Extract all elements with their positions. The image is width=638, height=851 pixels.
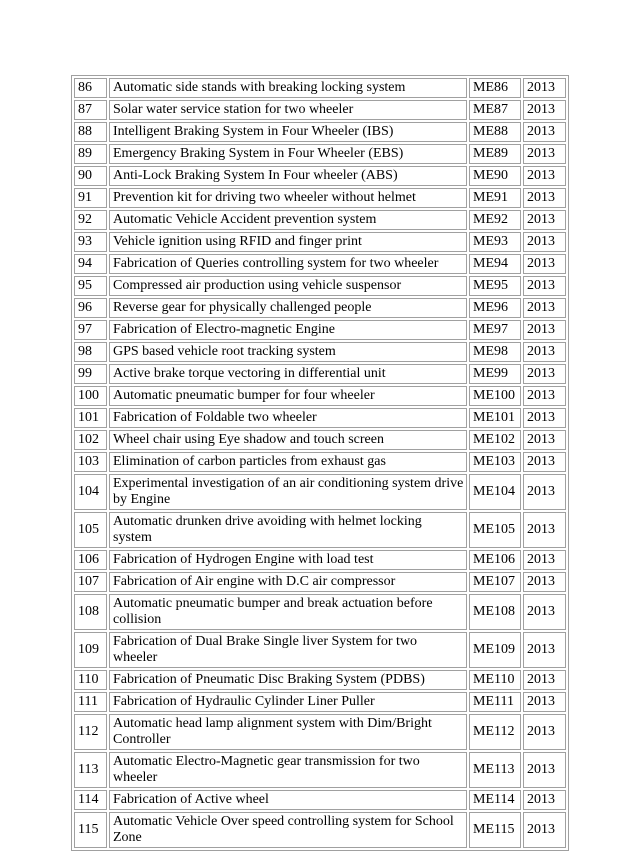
project-number: 92 [74, 210, 107, 230]
project-code: ME92 [469, 210, 521, 230]
project-code: ME86 [469, 78, 521, 98]
table-row [74, 632, 566, 668]
table-row [74, 78, 566, 98]
project-number: 103 [74, 452, 107, 472]
project-number: 91 [74, 188, 107, 208]
project-code: ME105 [469, 512, 521, 548]
project-title: Fabrication of Electro-magnetic Engine [109, 320, 467, 340]
project-year: 2013 [523, 812, 566, 848]
project-year: 2013 [523, 790, 566, 810]
project-number: 105 [74, 512, 107, 548]
project-list-table [71, 75, 569, 851]
project-title: Automatic Electro-Magnetic gear transmission for two wheeler [109, 752, 467, 788]
project-year: 2013 [523, 452, 566, 472]
document-page [71, 75, 567, 851]
project-year: 2013 [523, 752, 566, 788]
project-number: 108 [74, 594, 107, 630]
project-title: Fabrication of Air engine with D.C air compressor [109, 572, 467, 592]
table-row [74, 364, 566, 384]
project-code: ME110 [469, 670, 521, 690]
project-number: 97 [74, 320, 107, 340]
project-code: ME114 [469, 790, 521, 810]
project-year: 2013 [523, 254, 566, 274]
project-number: 115 [74, 812, 107, 848]
table-row [74, 670, 566, 690]
project-title: Active brake torque vectoring in differential unit [109, 364, 467, 384]
project-year: 2013 [523, 594, 566, 630]
project-code: ME101 [469, 408, 521, 428]
project-title: Emergency Braking System in Four Wheeler (EBS) [109, 144, 467, 164]
project-year: 2013 [523, 188, 566, 208]
project-number: 109 [74, 632, 107, 668]
table-row [74, 144, 566, 164]
project-title: Automatic pneumatic bumper and break actuation before collision [109, 594, 467, 630]
project-number: 99 [74, 364, 107, 384]
project-title: Fabrication of Hydrogen Engine with load test [109, 550, 467, 570]
project-title: Automatic pneumatic bumper for four wheeler [109, 386, 467, 406]
project-number: 113 [74, 752, 107, 788]
table-row [74, 512, 566, 548]
project-title: Solar water service station for two wheeler [109, 100, 467, 120]
project-title: Automatic Vehicle Accident prevention system [109, 210, 467, 230]
table-row [74, 572, 566, 592]
project-number: 88 [74, 122, 107, 142]
project-code: ME106 [469, 550, 521, 570]
project-title: Reverse gear for physically challenged people [109, 298, 467, 318]
project-code: ME96 [469, 298, 521, 318]
project-code: ME103 [469, 452, 521, 472]
project-title: Fabrication of Dual Brake Single liver System for two wheeler [109, 632, 467, 668]
project-number: 111 [74, 692, 107, 712]
project-title: Automatic side stands with breaking locking system [109, 78, 467, 98]
project-number: 107 [74, 572, 107, 592]
project-title: Fabrication of Queries controlling system for two wheeler [109, 254, 467, 274]
table-row [74, 550, 566, 570]
project-year: 2013 [523, 320, 566, 340]
project-year: 2013 [523, 512, 566, 548]
project-year: 2013 [523, 550, 566, 570]
project-year: 2013 [523, 298, 566, 318]
project-number: 114 [74, 790, 107, 810]
project-number: 110 [74, 670, 107, 690]
table-row [74, 752, 566, 788]
table-row [74, 594, 566, 630]
project-number: 104 [74, 474, 107, 510]
project-number: 94 [74, 254, 107, 274]
table-row [74, 122, 566, 142]
project-number: 95 [74, 276, 107, 296]
project-title: Intelligent Braking System in Four Wheeler (IBS) [109, 122, 467, 142]
project-year: 2013 [523, 670, 566, 690]
project-year: 2013 [523, 386, 566, 406]
table-row [74, 320, 566, 340]
project-code: ME112 [469, 714, 521, 750]
project-number: 102 [74, 430, 107, 450]
project-code: ME109 [469, 632, 521, 668]
project-number: 86 [74, 78, 107, 98]
project-code: ME93 [469, 232, 521, 252]
project-year: 2013 [523, 692, 566, 712]
project-year: 2013 [523, 408, 566, 428]
project-code: ME98 [469, 342, 521, 362]
table-row [74, 790, 566, 810]
project-code: ME89 [469, 144, 521, 164]
table-row [74, 166, 566, 186]
project-title: Anti-Lock Braking System In Four wheeler (ABS) [109, 166, 467, 186]
project-number: 87 [74, 100, 107, 120]
table-row [74, 452, 566, 472]
project-title: Wheel chair using Eye shadow and touch screen [109, 430, 467, 450]
project-year: 2013 [523, 144, 566, 164]
project-year: 2013 [523, 210, 566, 230]
project-year: 2013 [523, 100, 566, 120]
project-year: 2013 [523, 364, 566, 384]
project-code: ME94 [469, 254, 521, 274]
project-year: 2013 [523, 78, 566, 98]
project-code: ME90 [469, 166, 521, 186]
project-code: ME99 [469, 364, 521, 384]
project-year: 2013 [523, 474, 566, 510]
project-code: ME87 [469, 100, 521, 120]
project-year: 2013 [523, 122, 566, 142]
project-title: Vehicle ignition using RFID and finger print [109, 232, 467, 252]
project-code: ME108 [469, 594, 521, 630]
table-row [74, 430, 566, 450]
project-year: 2013 [523, 632, 566, 668]
table-row [74, 298, 566, 318]
project-code: ME95 [469, 276, 521, 296]
table-row [74, 188, 566, 208]
project-title: Experimental investigation of an air conditioning system drive by Engine [109, 474, 467, 510]
table-row [74, 386, 566, 406]
project-number: 106 [74, 550, 107, 570]
project-number: 93 [74, 232, 107, 252]
project-code: ME111 [469, 692, 521, 712]
project-number: 112 [74, 714, 107, 750]
project-number: 98 [74, 342, 107, 362]
table-row [74, 692, 566, 712]
table-row [74, 254, 566, 274]
project-code: ME100 [469, 386, 521, 406]
table-row [74, 474, 566, 510]
project-number: 89 [74, 144, 107, 164]
project-number: 101 [74, 408, 107, 428]
project-code: ME97 [469, 320, 521, 340]
table-row [74, 408, 566, 428]
project-year: 2013 [523, 342, 566, 362]
project-code: ME91 [469, 188, 521, 208]
project-title: Fabrication of Hydraulic Cylinder Liner Puller [109, 692, 467, 712]
table-row [74, 276, 566, 296]
project-code: ME104 [469, 474, 521, 510]
project-title: Automatic head lamp alignment system with Dim/Bright Controller [109, 714, 467, 750]
project-title: Automatic drunken drive avoiding with helmet locking system [109, 512, 467, 548]
table-row [74, 342, 566, 362]
project-title: Fabrication of Pneumatic Disc Braking System (PDBS) [109, 670, 467, 690]
table-row [74, 812, 566, 848]
project-year: 2013 [523, 572, 566, 592]
project-code: ME107 [469, 572, 521, 592]
project-year: 2013 [523, 714, 566, 750]
project-code: ME88 [469, 122, 521, 142]
project-title: Fabrication of Foldable two wheeler [109, 408, 467, 428]
project-title: Fabrication of Active wheel [109, 790, 467, 810]
project-year: 2013 [523, 430, 566, 450]
table-row [74, 210, 566, 230]
table-row [74, 714, 566, 750]
project-code: ME113 [469, 752, 521, 788]
project-title: Automatic Vehicle Over speed controlling system for School Zone [109, 812, 467, 848]
project-title: Compressed air production using vehicle suspensor [109, 276, 467, 296]
project-number: 96 [74, 298, 107, 318]
project-code: ME115 [469, 812, 521, 848]
project-year: 2013 [523, 166, 566, 186]
project-title: Elimination of carbon particles from exhaust gas [109, 452, 467, 472]
project-number: 100 [74, 386, 107, 406]
table-row [74, 232, 566, 252]
project-year: 2013 [523, 276, 566, 296]
project-code: ME102 [469, 430, 521, 450]
project-number: 90 [74, 166, 107, 186]
table-row [74, 100, 566, 120]
project-title: Prevention kit for driving two wheeler without helmet [109, 188, 467, 208]
project-title: GPS based vehicle root tracking system [109, 342, 467, 362]
project-year: 2013 [523, 232, 566, 252]
